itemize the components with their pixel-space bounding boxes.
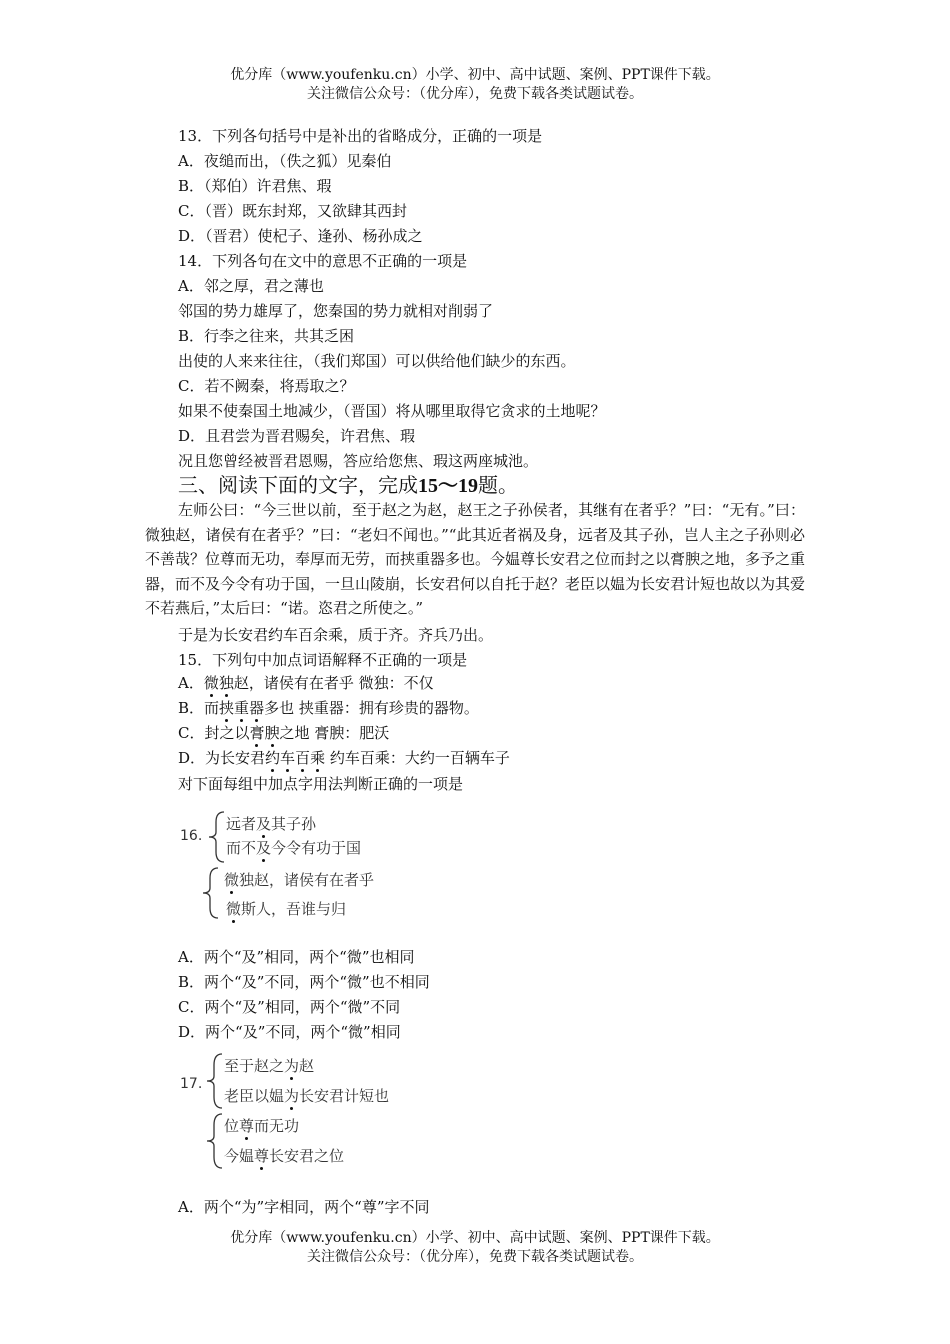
q16-group1-line1	[226, 813, 316, 834]
q15-option-b	[178, 698, 479, 718]
q15-a-rest: 赵，诸侯有在者乎 微独：不仅	[233, 674, 434, 692]
q15-b-dotted-word	[219, 699, 264, 717]
emphasis-char: 腴	[264, 724, 280, 742]
q14-option-b: B．行李之往来，共其乏困	[178, 327, 355, 345]
q17-g2-l2-post: 长安君之位	[269, 1147, 345, 1165]
q17-g1-l1-post: 赵	[299, 1057, 315, 1075]
section-heading-suffix: 题。	[478, 473, 518, 497]
emphasis-char: 乘	[310, 749, 326, 767]
q16-option-a: A．两个“及”相同，两个“微”也相同	[178, 948, 415, 966]
q15-d-label: D．为长安君	[178, 749, 266, 767]
q14-option-d-explanation: 况且您曾经被晋君恩赐，答应给您焦、瑕这两座城池。	[178, 452, 539, 470]
q16-groups	[180, 808, 440, 923]
q17-g2-l2-pre: 今媪	[224, 1147, 255, 1165]
q17-g1-l2-pre: 老臣以媪	[224, 1087, 285, 1105]
q16-option-c: C．两个“及”相同，两个“微”不同	[178, 998, 401, 1016]
q17-g1-l1-pre: 至于赵之	[224, 1057, 285, 1075]
q14-option-a-explanation: 邻国的势力雄厚了，您秦国的势力就相对削弱了	[178, 302, 494, 320]
q17-option-a: A．两个“为”字相同，两个“尊”字不同	[178, 1198, 430, 1216]
q15-a-dotted-word	[204, 674, 234, 692]
q17-group2-line1	[224, 1115, 299, 1136]
q15-d-rest: 约车百乘：大约一百辆车子	[325, 749, 510, 767]
q15-c-rest: 之地 膏腴：肥沃	[279, 724, 390, 742]
q16-g1-l2-dotted-char: 及	[256, 839, 272, 857]
q16-number: 16.	[180, 828, 203, 844]
q17-g2-l1-post: 而无功	[254, 1117, 300, 1135]
footer-line-1: 优分库（www.youfenku.cn）小学、初中、高中试题、案例、PPT课件下载。	[230, 1230, 720, 1246]
q17-g2-l2-dotted-char: 尊	[254, 1147, 270, 1165]
q13-option-d: D．（晋君）使杞子、逢孙、杨孙成之	[178, 227, 423, 245]
q17-g2-l1-dotted-char: 尊	[239, 1117, 255, 1135]
q16-brace-2	[200, 866, 222, 920]
emphasis-char: 车	[280, 749, 296, 767]
q14-option-d: D．且君尝为晋君赐矣，许君焦、瑕	[178, 427, 416, 445]
section-heading-prefix: 三、阅读下面的文字，完成	[178, 473, 418, 497]
q16-g1-l1-dotted-char: 及	[256, 815, 272, 833]
emphasis-char: 膏	[249, 724, 265, 742]
q17-number: 17.	[180, 1076, 203, 1092]
passage-paragraph-1: 左师公曰：“今三世以前，至于赵之为赵，赵王之子孙侯者，其继有在者乎？”曰：“无有。”曰：微独赵，诸侯有在者乎？”曰：“老妇不闻也。”“此其近者祸及身，远者及其子孙，岂人主之子孙则必不善哉？位尊而无功，奉厚而无劳，而挟重器多也。今媪尊长安君之位而封之以膏腴之地，多予之重器，而不及今令有功于国，一旦山陵崩，长安君何以自托于赵？老臣以媪为长安君计短也故以为其爱不若燕后，”太后曰：“诺。恣君之所使之。”	[145, 501, 806, 617]
emphasis-char: 约	[265, 749, 281, 767]
q16-g2-l2-post: 斯人，吾谁与归	[241, 900, 347, 918]
q15-option-c	[178, 723, 389, 743]
emphasis-char: 器	[249, 699, 265, 717]
emphasis-char: 挟	[219, 699, 235, 717]
q14-option-c: C．若不阙秦，将焉取之？	[178, 377, 355, 395]
passage-paragraph-2: 于是为长安君约车百余乘，质于齐。齐兵乃出。	[178, 626, 494, 644]
q17-groups	[180, 1050, 440, 1170]
q14-option-b-explanation: 出使的人来来往往，（我们郑国）可以供给他们缺少的东西。	[178, 352, 576, 370]
emphasis-char: 微	[203, 674, 219, 692]
emphasis-char: 百	[295, 749, 311, 767]
q15-d-dotted-word	[265, 749, 325, 767]
q17-g1-l1-dotted-char: 为	[284, 1057, 300, 1075]
q17-brace-2	[204, 1112, 226, 1170]
q17-g1-l2-post: 长安君计短也	[299, 1087, 390, 1105]
q17-brace-1	[204, 1052, 226, 1110]
q16-group2-line1	[224, 869, 374, 890]
header-line-2: 关注微信公众号：（优分库），免费下载各类试题试卷。	[307, 86, 643, 102]
q17-g2-l1-pre: 位	[224, 1117, 240, 1135]
q16-option-b: B．两个“及”不同，两个“微”也不相同	[178, 973, 430, 991]
emphasis-char: 独	[218, 674, 234, 692]
q15-option-d	[178, 748, 510, 768]
q13-option-b: B．（郑伯）许君焦、瑕	[178, 177, 332, 195]
instruction: 对下面每组中加点字用法判断正确的一项是	[178, 775, 464, 793]
q16-group2-line2	[226, 898, 346, 919]
header-line-1: 优分库（www.youfenku.cn）小学、初中、高中试题、案例、PPT课件下载。	[230, 67, 720, 83]
q15-c-label: C．封之以	[178, 724, 250, 742]
q14-stem: 14．下列各句在文中的意思不正确的一项是	[178, 252, 468, 270]
q16-g2-l1-post: 独赵，诸侯有在者乎	[239, 871, 375, 889]
q14-option-c-explanation: 如果不使秦国土地减少，（晋国）将从哪里取得它贪求的土地呢？	[178, 402, 606, 420]
q13-stem: 13．下列各句括号中是补出的省略成分，正确的一项是	[178, 127, 543, 145]
q14-option-a: A．邻之厚，君之薄也	[178, 277, 324, 295]
q16-brace-1	[206, 810, 228, 864]
q16-g1-l1-pre: 远者	[226, 815, 257, 833]
q15-c-dotted-word	[249, 724, 279, 742]
emphasis-char: 重	[234, 699, 250, 717]
q15-a-label: A．	[178, 674, 204, 692]
q17-group1-line2	[224, 1085, 389, 1106]
q17-group1-line1	[224, 1055, 314, 1076]
q16-g1-l2-post: 今令有功于国	[271, 839, 362, 857]
q13-option-c: C．（晋）既东封郑，又欲肆其西封	[178, 202, 407, 220]
footer-line-2: 关注微信公众号：（优分库），免费下载各类试题试卷。	[307, 1249, 643, 1265]
q16-g1-l1-post: 其子孙	[271, 815, 317, 833]
q15-option-a	[178, 673, 434, 693]
q16-g2-l2-dotted-char: 微	[226, 900, 242, 918]
q15-b-label: B．而	[178, 699, 220, 717]
section-heading-range: 15～19	[418, 475, 478, 497]
q16-option-d: D．两个“及”不同，两个“微”相同	[178, 1023, 401, 1041]
q13-option-a: A．夜缒而出，（佚之狐）见秦伯	[178, 152, 392, 170]
q15-b-rest: 多也 挟重器：拥有珍贵的器物。	[264, 699, 479, 717]
q17-g1-l2-dotted-char: 为	[284, 1087, 300, 1105]
q16-g1-l2-pre: 而不	[226, 839, 257, 857]
section-heading	[178, 472, 518, 499]
q16-g2-l1-dotted-char: 微	[224, 871, 240, 889]
q17-group2-line2	[224, 1145, 344, 1166]
q15-stem: 15．下列句中加点词语解释不正确的一项是	[178, 651, 468, 669]
q16-group1-line2	[226, 837, 361, 858]
